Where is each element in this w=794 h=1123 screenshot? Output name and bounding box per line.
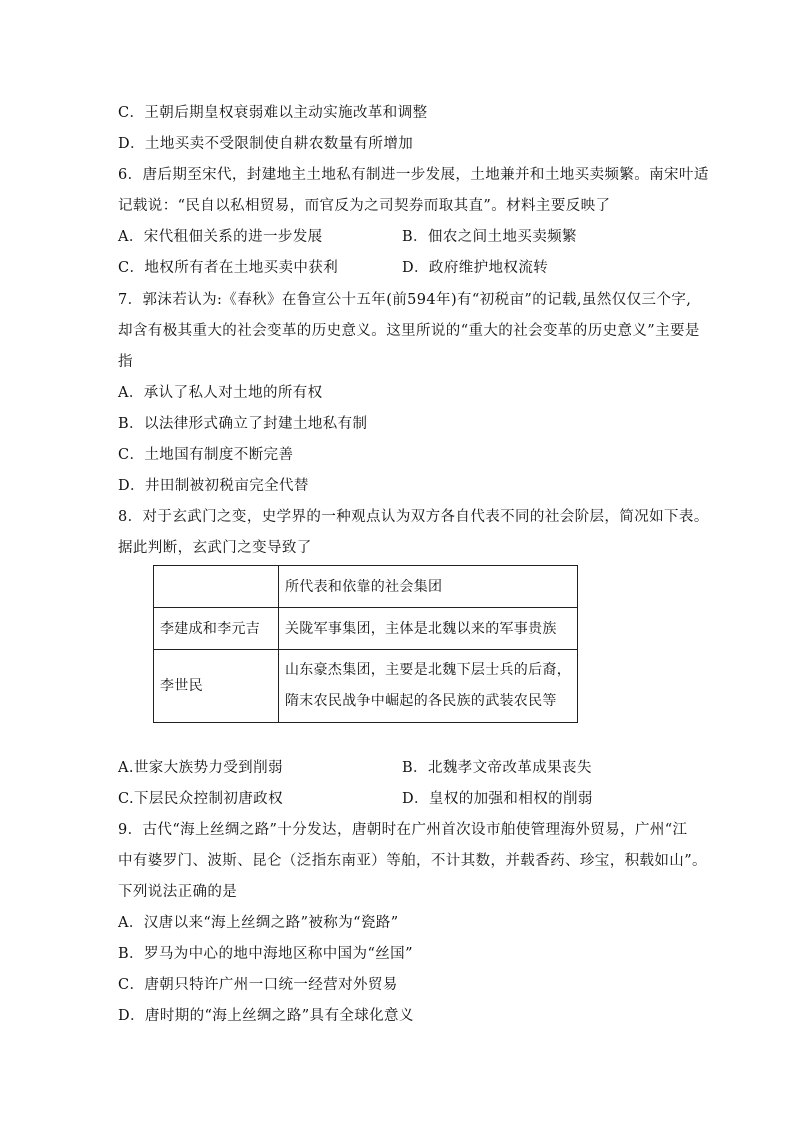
- q5-option-c: C．王朝后期皇权衰弱难以主动实施改革和调整: [118, 105, 428, 121]
- q9-option-d: D．唐时期的“海上丝绸之路”具有全球化意义: [118, 1008, 414, 1024]
- q9-option-a: A．汉唐以来“海上丝绸之路”被称为“瓷路”: [118, 915, 399, 931]
- q8-stem-line1: 8．对于玄武门之变，史学界的一种观点认为双方各自代表不同的社会阶层，简况如下表。: [118, 509, 709, 525]
- q5-option-d: D．土地买卖不受限制使自耕农数量有所增加: [118, 136, 414, 152]
- table-cell-desc: [279, 650, 578, 723]
- table-cell-name: 李建成和李元吉: [154, 608, 279, 650]
- table-header-empty: [154, 566, 279, 608]
- q7-option-d: D．井田制被初税亩完全代替: [118, 478, 309, 494]
- q6-stem-line1: 6．唐后期至宋代，封建地主土地私有制进一步发展，土地兼并和土地买卖频繁。南宋叶适: [118, 167, 709, 183]
- q8-option-d: D．皇权的加强和相权的削弱: [402, 791, 593, 807]
- q8-option-b: B．北魏孝文帝改革成果丧失: [402, 760, 592, 776]
- q6-stem-line2: 记载说：“民自以私相贸易，而官反为之司契券而取其直”。材料主要反映了: [118, 198, 611, 214]
- q6-option-d: D．政府维护地权流转: [402, 260, 549, 276]
- q6-option-c: C．地权所有者在土地买卖中获利: [118, 260, 339, 276]
- q9-stem-line2: 中有婆罗门、波斯、昆仑（泛指东南亚）等舶，不计其数，并载香药、珍宝，积载如山”。: [118, 853, 707, 869]
- table-header-groups: 所代表和依靠的社会集团: [279, 566, 578, 608]
- table-header-row: [154, 566, 578, 608]
- q7-option-a: A．承认了私人对土地的所有权: [118, 385, 323, 401]
- table-row: [154, 650, 578, 723]
- social-groups-table: [153, 565, 578, 723]
- table-row: [154, 608, 578, 650]
- q8-option-a: A.世家大族势力受到削弱: [118, 760, 283, 776]
- q8-option-c: C.下层民众控制初唐政权: [118, 791, 283, 807]
- q6-option-a: A．宋代租佃关系的进一步发展: [118, 229, 323, 245]
- q7-stem-line1: 7．郭沫若认为:《春秋》在鲁宣公十五年(前594年)有“初税亩”的记载,虽然仅仅三个字,: [118, 292, 692, 308]
- q9-option-b: B．罗马为中心的地中海地区称中国为“丝国”: [118, 946, 413, 962]
- table-cell-desc: 关陇军事集团，主体是北魏以来的军事贵族: [279, 608, 578, 650]
- q9-stem-line3: 下列说法正确的是: [118, 884, 238, 900]
- q7-stem-line2: 却含有极其重大的社会变革的历史意义。这里所说的“重大的社会变革的历史意义”主要是: [118, 323, 700, 339]
- table-cell-desc-line1: 山东豪杰集团，主要是北魏下层士兵的后裔，: [285, 662, 571, 678]
- q9-stem-line1: 9．古代“海上丝绸之路”十分发达，唐朝时在广州首次设市舶使管理海外贸易，广州“江: [118, 822, 688, 838]
- q7-option-c: C．土地国有制度不断完善: [118, 447, 294, 463]
- q7-stem-line3: 指: [118, 354, 133, 370]
- q8-stem-line2: 据此判断，玄武门之变导致了: [118, 540, 312, 556]
- q6-option-b: B．佃农之间土地买卖频繁: [402, 229, 577, 245]
- q7-option-b: B．以法律形式确立了封建土地私有制: [118, 416, 368, 432]
- q9-option-c: C．唐朝只特许广州一口统一经营对外贸易: [118, 977, 398, 993]
- table-cell-name: 李世民: [154, 650, 279, 723]
- table-cell-desc-line2: 隋末农民战争中崛起的各民族的武装农民等: [285, 693, 557, 709]
